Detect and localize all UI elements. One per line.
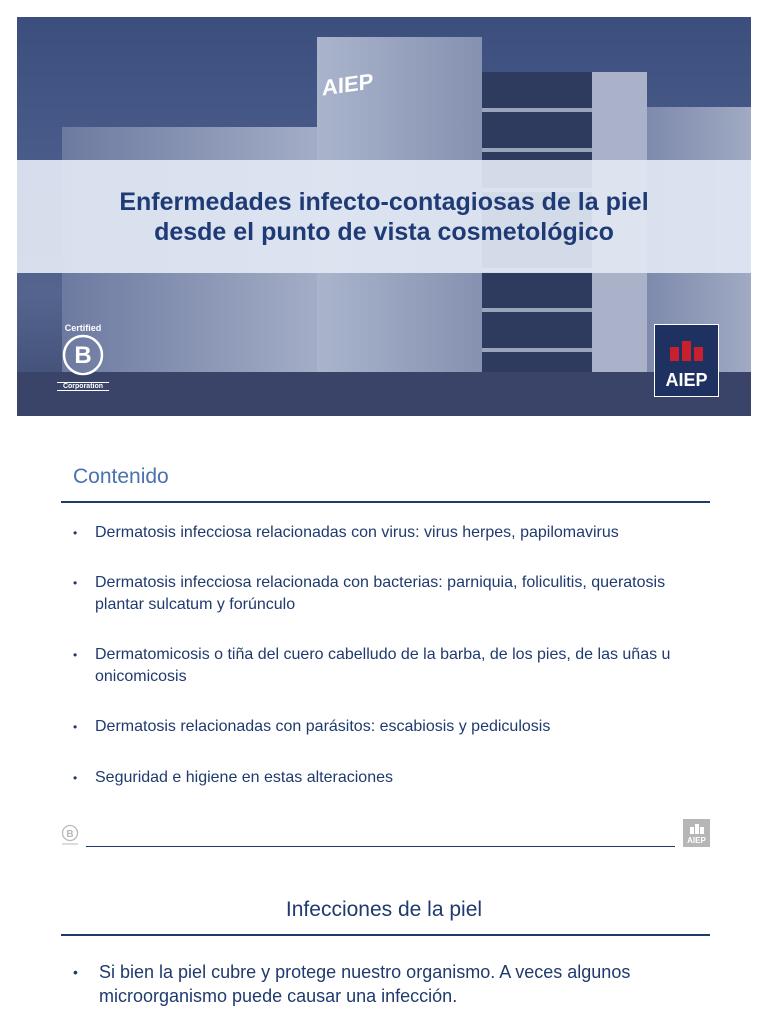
bcorp-logo: [57, 323, 109, 399]
list-item: [73, 716, 693, 738]
ground: [17, 372, 751, 416]
list-item-text: Dermatosis infecciosa relacionada con bacterias: parniquia, foliculitis, queratosis plantar sulcatum y forúnculo: [95, 574, 666, 613]
bullet-icon: •: [73, 648, 78, 662]
cover-title-line-1: Enfermedades infecto-contagiosas de la piel: [119, 187, 649, 216]
footer-aiep-text: AIEP: [687, 836, 706, 845]
bcorp-corporation-text: Corporation: [57, 382, 109, 391]
footer-bcorp-logo: [60, 821, 80, 847]
aiep-logo-mark-icon: [655, 333, 718, 363]
aiep-logo: [654, 324, 719, 397]
cover-title-line-2: desde el punto de vista cosmetológico: [154, 217, 614, 246]
building-sign: AIEP: [322, 68, 374, 101]
list-item-text: Dermatomicosis o tiña del cuero cabelludo de la barba, de los pies, de las uñas u onicomicosis: [95, 646, 671, 685]
list-item-text: Si bien la piel cubre y protege nuestro organismo. A veces algunos microorganismo puede causar una infección.: [99, 962, 631, 1006]
footer-bcorp-icon: [60, 821, 80, 847]
aiep-logo-text: AIEP: [665, 370, 708, 390]
bullet-icon: •: [73, 771, 78, 785]
footer-aiep-logo: [683, 819, 710, 847]
list-item: [73, 960, 693, 1008]
infecciones-rule: [61, 934, 710, 936]
cover-slide: [17, 17, 751, 416]
list-item-text: Dermatosis relacionadas con parásitos: escabiosis y pediculosis: [95, 718, 551, 735]
contenido-rule: [61, 501, 710, 503]
svg-text:B: B: [66, 829, 74, 840]
bullet-icon: •: [73, 964, 78, 980]
list-item-text: Seguridad e higiene en estas alteraciones: [95, 769, 393, 786]
list-item: [73, 767, 693, 789]
bcorp-b-icon: [61, 333, 105, 377]
list-item-text: Dermatosis infecciosa relacionadas con virus: virus herpes, papilomavirus: [95, 524, 619, 541]
bcorp-certified-text: Certified: [64, 323, 102, 333]
contenido-heading: Contenido: [73, 465, 169, 488]
footer-rule: [86, 846, 675, 847]
bullet-icon: •: [73, 576, 78, 590]
title-band: [17, 160, 751, 273]
infecciones-heading: Infecciones de la piel: [285, 898, 483, 921]
bullet-icon: •: [73, 720, 78, 734]
list-item: [73, 572, 693, 616]
svg-text:B: B: [74, 342, 92, 369]
footer-aiep-mark-icon: [683, 822, 710, 836]
list-item: [73, 522, 693, 544]
list-item: [73, 644, 693, 688]
bullet-icon: •: [73, 526, 78, 540]
